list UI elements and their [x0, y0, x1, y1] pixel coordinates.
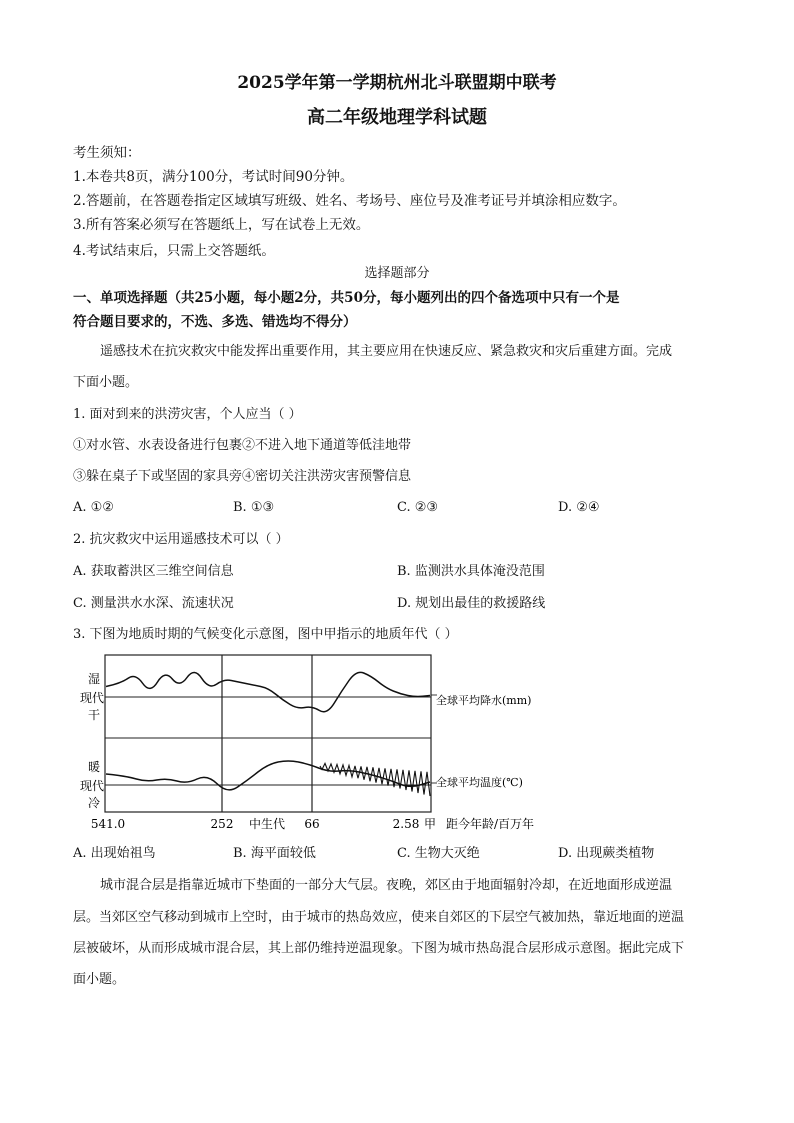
- passage-text: 面小题。: [73, 972, 126, 987]
- question-stem: 3. 下图为地质时期的气候变化示意图，图中甲指示的地质年代（ ）: [73, 627, 458, 642]
- section-instruction: 一、单项选择题（共25小题，每小题2分，共50分，每小题列出的四个备选项中只有一个是: [73, 290, 620, 306]
- option-b[interactable]: B. 监测洪水具体淹没范围: [397, 564, 545, 579]
- passage-text: 层被破坏，从而形成城市混合层，其上部仍维持逆温现象。下图为城市热岛混合层形成示意图。据此完成下: [73, 941, 685, 956]
- option-b[interactable]: B. ①③: [233, 500, 275, 515]
- option-c[interactable]: C. 测量洪水水深、流速状况: [73, 596, 234, 611]
- precip-series-label: 全球平均降水(mm): [436, 694, 532, 707]
- x-axis-label: 距今年龄/百万年: [446, 817, 535, 831]
- temp-series-label: 全球平均温度(℃): [436, 776, 523, 789]
- option-c[interactable]: C. ②③: [397, 500, 439, 515]
- notice-item: 4.考试结束后，只需上交答题纸。: [73, 243, 275, 259]
- option-b[interactable]: B. 海平面较低: [233, 846, 316, 861]
- question-stem: 2. 抗灾救灾中运用遥感技术可以（ ）: [73, 532, 289, 547]
- x-tick-label: 甲: [423, 817, 437, 831]
- passage-text: 下面小题。: [73, 375, 139, 390]
- notice-item: 2.答题前，在答题卷指定区域填写班级、姓名、考场号、座位号及准考证号并填涂相应数字。: [73, 193, 626, 209]
- temp-middle-label: 现代: [79, 779, 105, 793]
- notice-item: 3.所有答案必须写在答题纸上，写在试卷上无效。: [73, 217, 370, 233]
- exam-subtitle: 高二年级地理学科试题: [307, 107, 487, 128]
- notice-item: 1.本卷共8页，满分100分，考试时间90分钟。: [73, 169, 354, 185]
- question-statements: ③躲在桌子下或坚固的家具旁④密切关注洪涝灾害预警信息: [73, 469, 412, 484]
- x-tick-label: 252: [210, 817, 234, 831]
- passage-text: 层。当郊区空气移动到城市上空时，由于城市的热岛效应，使来自郊区的下层空气被加热，靠近地面的逆温: [73, 910, 685, 925]
- x-tick-label: 中生代: [248, 817, 286, 831]
- climate-change-chart: [70, 650, 570, 836]
- section-instruction: 符合题目要求的，不选、多选、错选均不得分）: [73, 314, 357, 330]
- part-title: 选择题部分: [364, 266, 430, 281]
- temp-top-label: 暖: [87, 760, 101, 774]
- question-stem: 1. 面对到来的洪涝灾害，个人应当（ ）: [73, 407, 302, 422]
- option-d[interactable]: D. ②④: [558, 500, 600, 515]
- notice-heading: 考生须知：: [73, 145, 141, 161]
- exam-title: 2025学年第一学期杭州北斗联盟期中联考: [237, 73, 557, 93]
- question-statements: ①对水管、水表设备进行包裹②不进入地下通道等低洼地带: [73, 438, 412, 453]
- precipitation-series: [106, 672, 430, 711]
- option-d[interactable]: D. 出现蕨类植物: [558, 846, 655, 861]
- option-a[interactable]: A. 获取蓄洪区三维空间信息: [73, 564, 234, 579]
- precip-middle-label: 现代: [79, 691, 105, 705]
- option-d[interactable]: D. 规划出最佳的救援路线: [397, 596, 546, 611]
- precip-bottom-label: 干: [87, 708, 101, 722]
- chart-frame: [105, 655, 431, 812]
- option-a[interactable]: A. ①②: [73, 500, 114, 515]
- x-tick-label: 2.58: [392, 817, 420, 831]
- passage-text: 城市混合层是指靠近城市下垫面的一部分大气层。夜晚，郊区由于地面辐射冷却，在近地面形成逆温: [100, 878, 673, 893]
- precip-top-label: 湿: [87, 672, 101, 686]
- x-tick-label: 541.0: [90, 817, 126, 831]
- temp-bottom-label: 冷: [87, 796, 101, 810]
- option-a[interactable]: A. 出现始祖鸟: [73, 846, 156, 861]
- temperature-series: [106, 761, 430, 790]
- option-c[interactable]: C. 生物大灭绝: [397, 846, 480, 861]
- temperature-series-tail: [320, 763, 430, 796]
- passage-text: 遥感技术在抗灾救灾中能发挥出重要作用，其主要应用在快速反应、紧急救灾和灾后重建方面。完成: [100, 344, 673, 359]
- x-tick-label: 66: [304, 817, 320, 831]
